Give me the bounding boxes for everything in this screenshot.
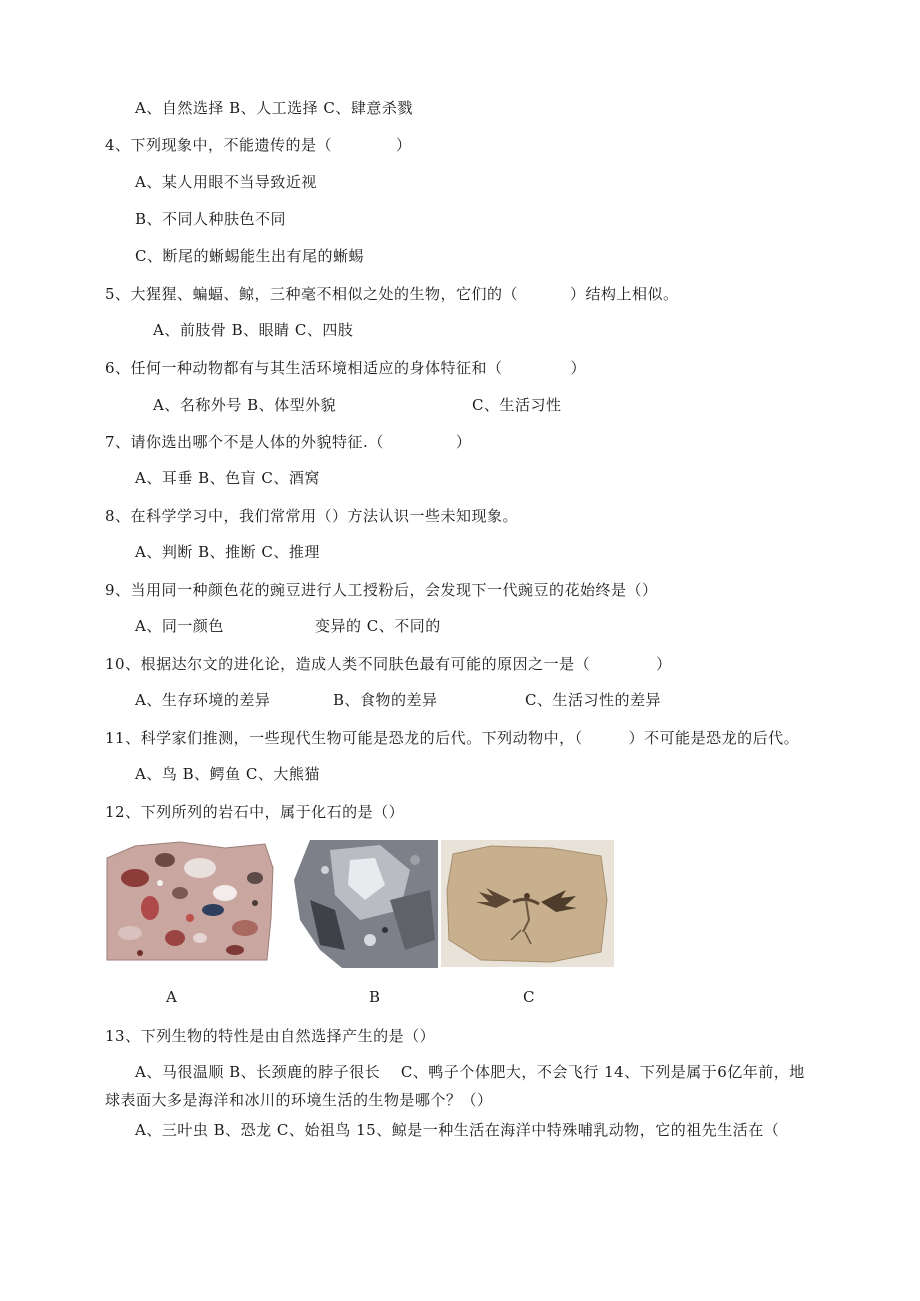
q5-options: A、前肢骨 B、眼睛 C、四肢 bbox=[153, 321, 354, 339]
q9-option-a: A、同一颜色 bbox=[135, 617, 224, 635]
rock-b-label: B bbox=[369, 988, 381, 1006]
q10-stem: 10、根据达尔文的进化论，造成人类不同肤色最有可能的原因之一是（ bbox=[105, 655, 591, 673]
fossil-c-image bbox=[441, 840, 614, 967]
q10-option-a: A、生存环境的差异 bbox=[135, 691, 271, 709]
q9-options-bc: 变异的 C、不同的 bbox=[315, 617, 441, 635]
q4-option-b: B、不同人种肤色不同 bbox=[135, 210, 287, 228]
q4-close: ） bbox=[396, 136, 412, 154]
q10-option-c: C、生活习性的差异 bbox=[525, 691, 661, 709]
q4-stem: 4、下列现象中，不能遗传的是（ bbox=[105, 136, 333, 154]
q11-options: A、鸟 B、鳄鱼 C、大熊猫 bbox=[135, 765, 320, 783]
q7-stem: 7、请你选出哪个不是人体的外貌特征.（ bbox=[105, 433, 384, 451]
q6-options-ab: A、名称外号 B、体型外貌 bbox=[153, 396, 337, 414]
q11-stem: 11、科学家们推测，一些现代生物可能是恐龙的后代。下列动物中，（ bbox=[105, 729, 583, 747]
q7-question bbox=[105, 432, 471, 452]
q6-question bbox=[105, 358, 586, 378]
q12-question: 12、下列所列的岩石中，属于化石的是（） bbox=[105, 803, 405, 821]
q6-option-c: C、生活习性 bbox=[472, 396, 562, 414]
q4-option-a: A、某人用眼不当导致近视 bbox=[135, 173, 317, 191]
rock-a-image bbox=[105, 838, 275, 963]
q5-stem: 5、大猩猩、蝙蝠、鲸，三种毫不相似之处的生物，它们的（ bbox=[105, 285, 519, 303]
q4-question bbox=[105, 135, 412, 155]
rock-b-image bbox=[290, 840, 438, 968]
q11-close: ）不可能是恐龙的后代。 bbox=[628, 729, 800, 747]
q8-question: 8、在科学学习中，我们常常用（）方法认识一些未知现象。 bbox=[105, 507, 519, 525]
rock-a-label: A bbox=[166, 988, 177, 1006]
q11-question bbox=[105, 728, 799, 748]
q5-question bbox=[105, 284, 679, 304]
q7-close: ） bbox=[455, 433, 472, 451]
q9-question: 9、当用同一种颜色花的豌豆进行人工授粉后，会发现下一代豌豆的花始终是（） bbox=[105, 581, 658, 599]
q14-options-q15-paragraph: A、三叶虫 B、恐龙 C、始祖鸟 15、鲸是一种生活在海洋中特殊哺乳动物，它的祖先生活在（ bbox=[135, 1121, 780, 1139]
q10-close: ） bbox=[656, 655, 672, 673]
q10-question bbox=[105, 654, 672, 674]
q3-options: A、自然选择 B、人工选择 C、肆意杀戮 bbox=[135, 99, 413, 117]
q8-options: A、判断 B、推断 C、推理 bbox=[135, 543, 320, 561]
q4-option-c: C、断尾的蜥蜴能生出有尾的蜥蜴 bbox=[135, 247, 364, 265]
q10-option-b: B、食物的差异 bbox=[333, 691, 438, 709]
q13-options-q14-paragraph: A、马很温顺 B、长颈鹿的脖子很长 C、鸭子个体肥大，不会飞行 14、下列是属于6亿年前，地球表面大多是海洋和冰川的环境生活的生物是哪个？（） bbox=[105, 1063, 805, 1109]
fossil-c-label: C bbox=[523, 988, 535, 1006]
q13-question: 13、下列生物的特性是由自然选择产生的是（） bbox=[105, 1027, 436, 1045]
q5-close: ）结构上相似。 bbox=[570, 285, 679, 303]
q6-stem: 6、任何一种动物都有与其生活环境相适应的身体特征和（ bbox=[105, 359, 503, 377]
q7-options: A、耳垂 B、色盲 C、酒窝 bbox=[135, 469, 320, 487]
q6-close: ） bbox=[570, 359, 587, 377]
